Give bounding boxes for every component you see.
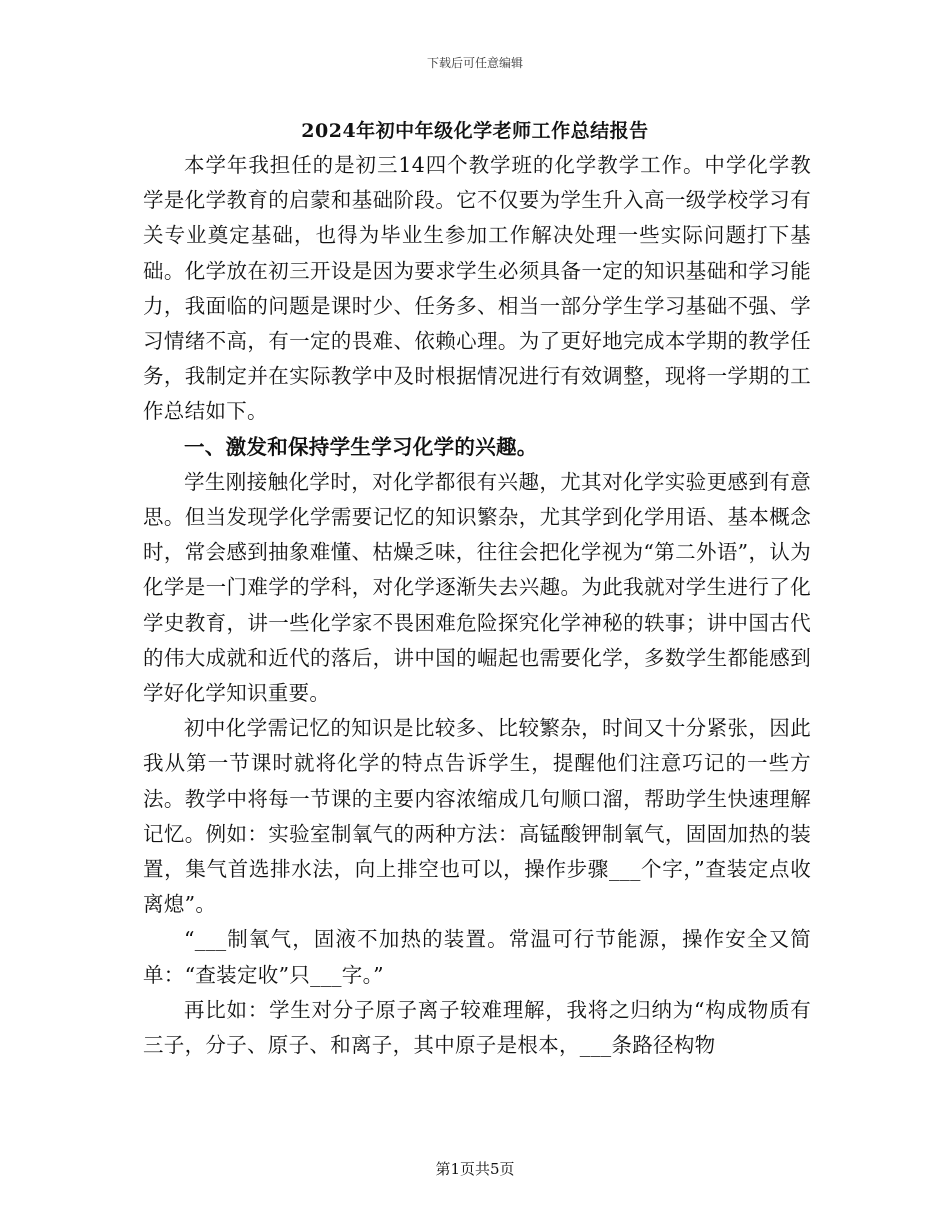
- section-heading-1: 一、激发和保持学生学习化学的兴趣。: [184, 434, 538, 459]
- oxygen-rhyme-paragraph: “___制氧气，固液不加热的装置。常温可行节能源，操作安全又简单：“查装定收”只___字。”: [143, 927, 811, 987]
- memory-paragraph: 初中化学需记忆的知识是比较多、比较繁杂，时间又十分紧张，因此我从第一节课时就将化学的特点告诉学生，提醒他们注意巧记的一些方法。教学中将每一节课的主要内容浓缩成几句顺口溜，帮助学生快速理解记忆。例如：实验室制氧气的两种方法：高锰酸钾制氧气，固固加热的装置，集气首选排水法，向上排空也可以，操作步骤___个字，”查装定点收离熄”。: [143, 716, 811, 917]
- header-note: 下载后可任意编辑: [426, 56, 523, 70]
- particles-paragraph: 再比如：学生对分子原子离子较难理解，我将之归纳为“构成物质有三子，分子、原子、和离子，其中原子是根本，___条路径构物: [143, 997, 811, 1058]
- document-title: 2024年初中年级化学老师工作总结报告: [301, 120, 649, 142]
- page-number: 第1页共5页: [435, 1160, 515, 1178]
- interest-paragraph: 学生刚接触化学时，对化学都很有兴趣，尤其对化学实验更感到有意思。但当发现学化学需要记忆的知识繁杂，尤其学到化学用语、基本概念时，常会感到抽象难懂、枯燥乏味，往往会把化学视为“第二外语”，认为化学是一门难学的学科，对化学逐渐失去兴趣。为此我就对学生进行了化学史教育，讲一些化学家不畏困难危险探究化学神秘的轶事；讲中国古代的伟大成就和近代的落后，讲中国的崛起也需要化学，多数学生都能感到学好化学知识重要。: [143, 469, 811, 706]
- document-body: [143, 148, 811, 1063]
- intro-paragraph: 本学年我担任的是初三14四个教学班的化学教学工作。中学化学教学是化学教育的启蒙和基础阶段。它不仅要为学生升入高一级学校学习有关专业奠定基础，也得为毕业生参加工作解决处理一些实际问题打下基础。化学放在初三开设是因为要求学生必须具备一定的知识基础和学习能力，我面临的问题是课时少、任务多、相当一部分学生学习基础不强、学习情绪不高，有一定的畏难、依赖心理。为了更好地完成本学期的教学任务，我制定并在实际教学中及时根据情况进行有效调整，现将一学期的工作总结如下。: [143, 153, 811, 424]
